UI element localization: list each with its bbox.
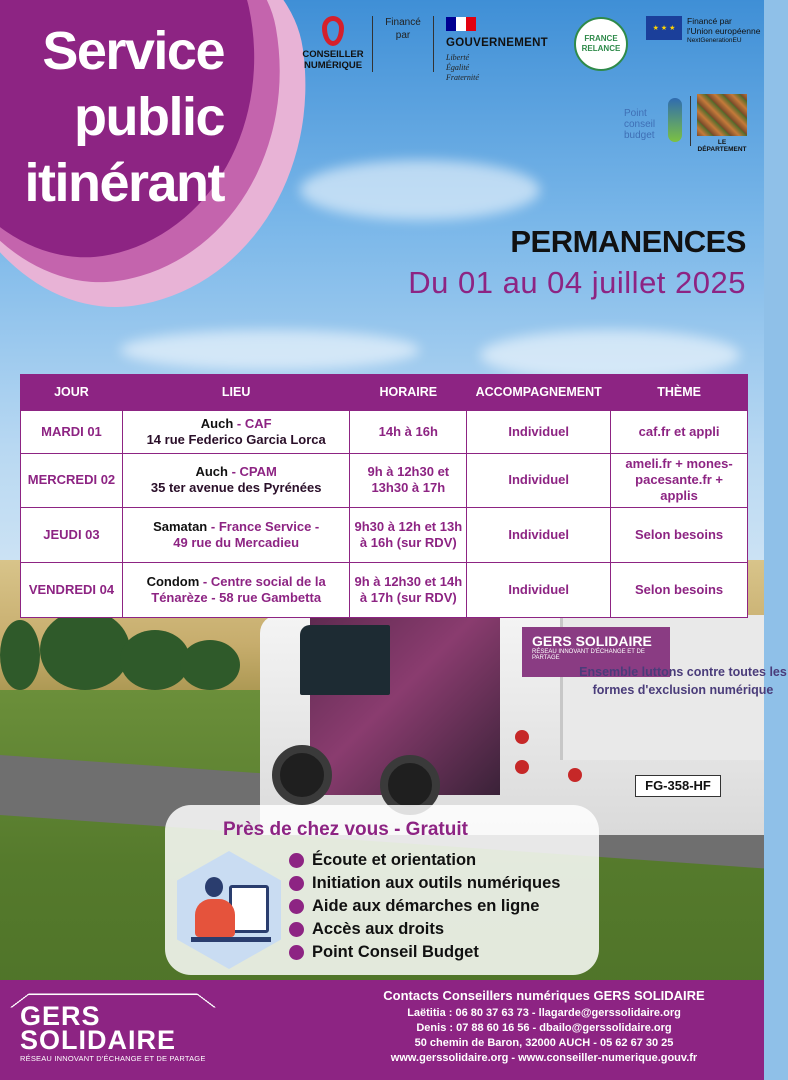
header-horaire: HORAIRE xyxy=(350,374,467,410)
cell-horaire: 14h à 16h xyxy=(350,410,467,453)
lieu-city: Samatan xyxy=(153,518,208,534)
pcb-line-3: budget xyxy=(624,130,655,141)
service-label: Point Conseil Budget xyxy=(312,943,479,961)
gouvernement-label: GOUVERNEMENT xyxy=(446,37,548,49)
table-row xyxy=(21,507,748,562)
conseiller-numerique-label: CONSEILLER NUMÉRIQUE xyxy=(302,49,364,71)
lieu-city: Condom xyxy=(146,573,200,589)
tree xyxy=(180,640,240,690)
title-line-1: Service xyxy=(42,21,224,81)
cloud xyxy=(480,330,740,380)
list-item xyxy=(289,849,560,872)
cell-accompagnement: Individuel xyxy=(467,507,611,562)
divider xyxy=(372,16,373,72)
bullet-icon xyxy=(289,853,304,868)
cell-horaire: 9h30 à 12h et 13h à 16h (sur RDV) xyxy=(350,507,467,562)
page-title xyxy=(0,18,224,216)
cell-accompagnement: Individuel xyxy=(467,562,611,617)
screen-icon xyxy=(229,885,269,933)
logo-tagline: RÉSEAU INNOVANT D'ÉCHANGE ET DE PARTAGE xyxy=(20,1054,206,1063)
gers-solidaire-logo xyxy=(20,992,220,1063)
bullet-icon xyxy=(289,876,304,891)
websites-line: www.gerssolidaire.org - www.conseiller-numerique.gouv.fr xyxy=(390,1052,698,1064)
person-head-icon xyxy=(205,877,223,897)
wheel xyxy=(272,745,332,805)
header-lieu: LIEU xyxy=(122,374,349,410)
divider xyxy=(433,16,434,72)
list-item xyxy=(289,941,560,964)
table-row xyxy=(21,562,748,617)
cell-theme: ameli.fr + mones-pacesante.fr + applis xyxy=(611,453,748,507)
contact-line: Denis : 07 88 60 16 56 - dbailo@gerssolidaire.org xyxy=(416,1022,672,1034)
cell-theme: Selon besoins xyxy=(611,562,748,617)
tree xyxy=(0,620,40,690)
van-slogan: Ensemble luttons contre toutes les formes d'exclusion numérique xyxy=(579,665,787,697)
bullet-icon xyxy=(289,922,304,937)
title-line-2: public xyxy=(74,87,224,147)
cell-lieu xyxy=(122,453,349,507)
tree xyxy=(40,610,130,690)
conseiller-numerique-logo xyxy=(298,16,368,71)
camper-van xyxy=(260,615,787,835)
table-row xyxy=(21,453,748,507)
date-range: Du 01 au 04 juillet 2025 xyxy=(408,265,746,300)
service-label: Écoute et orientation xyxy=(312,851,477,869)
devise-egalite: Égalité xyxy=(446,63,470,72)
cell-horaire: 9h à 12h30 et 14h à 17h (sur RDV) xyxy=(350,562,467,617)
list-item xyxy=(289,872,560,895)
divider xyxy=(690,96,691,146)
header-theme: THÈME xyxy=(611,374,748,410)
eu-label xyxy=(687,16,760,46)
license-plate: FG-358-HF xyxy=(635,775,721,797)
contact-line: Laëtitia : 06 80 37 63 73 - llagarde@gerssolidaire.org xyxy=(407,1007,681,1019)
eu-flag-icon: ★ ★ ★ xyxy=(646,16,682,40)
lieu-address: Ténarèze - 58 rue Gambetta xyxy=(151,589,322,605)
devise-fraternite: Fraternité xyxy=(446,73,479,82)
lieu-place: - Centre social de la xyxy=(199,573,326,589)
header-jour: JOUR xyxy=(21,374,123,410)
bullet-icon xyxy=(289,945,304,960)
france-relance-logo xyxy=(574,17,628,71)
cell-theme: caf.fr et appli xyxy=(611,410,748,453)
permanences-heading: PERMANENCES xyxy=(510,224,746,259)
cell-accompagnement: Individuel xyxy=(467,453,611,507)
lieu-address: 14 rue Federico Garcia Lorca xyxy=(146,431,326,447)
gouvernement-logo xyxy=(446,17,561,83)
departement-logo xyxy=(697,94,747,153)
lieu-city: Auch xyxy=(200,415,234,431)
contacts-title: Contacts Conseillers numériques GERS SOLIDAIRE xyxy=(383,988,705,1003)
computer-user-illustration-icon xyxy=(177,851,281,969)
pin-icon xyxy=(322,16,344,46)
logo-line-1: GERS xyxy=(20,1001,101,1031)
van-logo-tag: RÉSEAU INNOVANT D'ÉCHANGE ET DE PARTAGE xyxy=(532,649,645,661)
van-logo-name: GERS SOLIDAIRE xyxy=(532,633,652,649)
french-flag-icon xyxy=(446,17,476,31)
van-window xyxy=(300,625,390,695)
header-accompagnement: ACCOMPAGNEMENT xyxy=(467,374,611,410)
devise-liberte: Liberté xyxy=(446,53,470,62)
cell-jour: VENDREDI 04 xyxy=(21,562,123,617)
cloud xyxy=(300,160,540,220)
departement-label: LE DÉPARTEMENT xyxy=(697,139,747,153)
eu-logo xyxy=(646,16,761,46)
footer xyxy=(0,980,764,1080)
service-label: Aide aux démarches en ligne xyxy=(312,897,540,915)
cell-lieu xyxy=(122,507,349,562)
title-line-3: itinérant xyxy=(24,153,224,213)
cell-theme: Selon besoins xyxy=(611,507,748,562)
cell-lieu xyxy=(122,562,349,617)
schedule-table xyxy=(20,374,748,618)
bullet-icon xyxy=(289,899,304,914)
roof-icon xyxy=(10,994,217,1008)
devise xyxy=(446,53,561,83)
tail-light xyxy=(515,730,529,744)
services-title: Près de chez vous - Gratuit xyxy=(223,819,468,840)
desk-icon xyxy=(191,937,271,942)
service-label: Initiation aux outils numériques xyxy=(312,874,561,892)
tail-light xyxy=(568,768,582,782)
departement-mosaic-icon xyxy=(697,94,747,136)
lieu-city: Auch xyxy=(195,464,228,479)
cell-accompagnement: Individuel xyxy=(467,410,611,453)
cell-horaire: 9h à 12h30 et 13h30 à 17h xyxy=(350,453,467,507)
services-list xyxy=(289,849,560,964)
contacts-block xyxy=(344,988,744,1066)
info-icon xyxy=(668,98,682,142)
service-label: Accès aux droits xyxy=(312,920,445,938)
eu-line-1: Financé par xyxy=(687,16,732,26)
lieu-place: - CPAM xyxy=(227,464,277,479)
tail-light xyxy=(515,760,529,774)
cell-jour: JEUDI 03 xyxy=(21,507,123,562)
pcb-line-1: Point xyxy=(624,108,647,119)
eu-line-2: l'Union européenne xyxy=(687,26,761,36)
table-row xyxy=(21,410,748,453)
pcb-label xyxy=(624,108,655,141)
list-item xyxy=(289,918,560,941)
list-item xyxy=(289,895,560,918)
lieu-place: - France Service - xyxy=(207,518,320,534)
cloud xyxy=(120,330,420,370)
address-line: 50 chemin de Baron, 32000 AUCH - 05 62 67 30 25 xyxy=(414,1037,674,1049)
eu-line-3: NextGenerationEU xyxy=(687,37,742,44)
logo-line-2: SOLIDAIRE xyxy=(20,1025,177,1055)
finance-par: Financé par xyxy=(385,17,421,41)
services-box xyxy=(165,805,599,975)
point-conseil-budget-logo xyxy=(624,96,686,148)
person-body-icon xyxy=(195,899,235,937)
pcb-line-2: conseil xyxy=(624,119,656,130)
cell-jour: MARDI 01 xyxy=(21,410,123,453)
lieu-address: 35 ter avenue des Pyrénées xyxy=(150,480,322,495)
cell-lieu xyxy=(122,410,349,453)
france-relance-label: FRANCE RELANCE xyxy=(581,34,621,53)
table-header-row xyxy=(21,374,748,410)
cell-jour: MERCREDI 02 xyxy=(21,453,123,507)
lieu-address: 49 rue du Mercadieu xyxy=(173,534,300,550)
lieu-place: - CAF xyxy=(233,415,272,431)
